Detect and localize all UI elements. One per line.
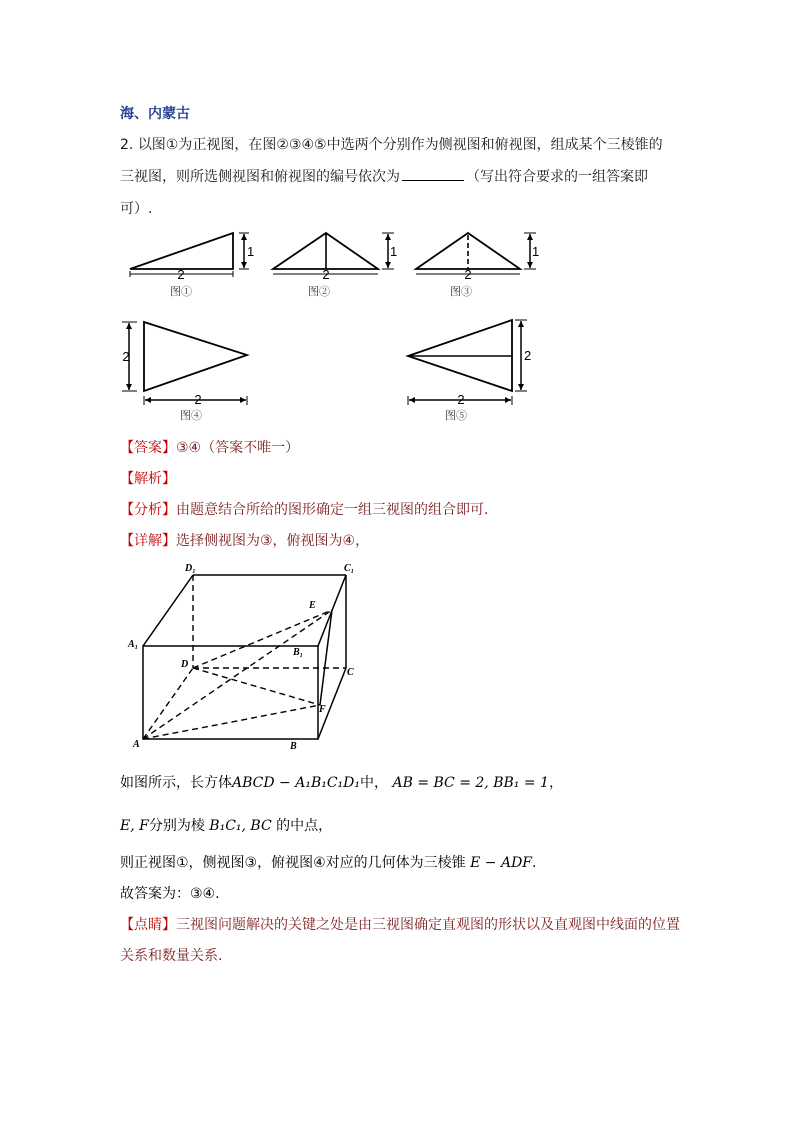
- question-text-2a: 三视图，则所选侧视图和俯视图的编号依次为: [120, 169, 400, 185]
- label-D1: D₁: [185, 563, 196, 574]
- three-view-figures-row2: [115, 315, 535, 427]
- caption-fig2: 图②: [308, 286, 330, 298]
- cuboid-dimensions: AB = BC = 2, BB₁ = 1: [392, 775, 549, 791]
- section-heading: 海、内蒙古: [120, 106, 190, 122]
- three-view-figures-row1: [120, 225, 550, 305]
- analysis-tag: 【解析】: [120, 471, 176, 487]
- fenxi-tag: 【分析】: [120, 502, 176, 518]
- analysis-line: [120, 468, 176, 488]
- caption-fig3: 图③: [450, 286, 472, 298]
- label-E: E: [309, 600, 316, 611]
- svg-text:2: 2: [524, 348, 532, 363]
- question-text-1: 以图①为正视图，在图②③④⑤中选两个分别作为侧视图和俯视图，组成某个三棱锥的: [137, 137, 663, 153]
- pyramid-name: E − ADF: [470, 855, 533, 871]
- svg-text:1: 1: [390, 244, 398, 259]
- svg-text:2: 2: [194, 392, 202, 407]
- caption-fig1: 图①: [170, 286, 192, 298]
- label-A1: A₁: [128, 639, 139, 650]
- fenxi-text: 由题意结合所给的图形确定一组三视图的组合即可.: [176, 502, 489, 518]
- label-C1: C₁: [344, 563, 355, 574]
- solution-line-4: 故答案为：③④.: [120, 886, 220, 902]
- detail-text: 选择侧视图为③，俯视图为④，: [176, 533, 370, 549]
- solution-line-3: 则正视图①，侧视图③，俯视图④对应的几何体为三棱锥 E − ADF.: [120, 855, 537, 871]
- label-B: B: [290, 741, 297, 752]
- detail-tag: 【详解】: [120, 533, 176, 549]
- fig1-dim-1: 1: [247, 244, 255, 259]
- question-line-3: 可）.: [120, 201, 153, 217]
- question-text-2b: （写出符合要求的一组答案即: [466, 169, 648, 185]
- detail-line: [120, 530, 369, 550]
- question-number: 2.: [120, 137, 134, 153]
- fenxi-line: [120, 499, 488, 519]
- figure-5: [408, 320, 531, 422]
- answer-line: [120, 437, 299, 457]
- question-line-1: [120, 134, 663, 154]
- comment-tag: 【点睛】: [120, 917, 176, 933]
- cuboid-name: ABCD − A₁B₁C₁D₁: [232, 775, 361, 791]
- svg-text:2: 2: [122, 349, 130, 364]
- figure-2: [273, 233, 397, 298]
- caption-fig5: 图⑤: [445, 410, 467, 422]
- cuboid-diagram: [125, 560, 365, 752]
- figure-1: [130, 233, 254, 298]
- answer-text: ③④（答案不唯一）: [176, 440, 300, 456]
- figure-4: [122, 322, 247, 422]
- answer-tag: 【答案】: [120, 440, 176, 456]
- label-B1: B₁: [293, 647, 304, 658]
- svg-text:2: 2: [322, 267, 330, 282]
- question-line-2: [120, 166, 648, 186]
- label-C: C: [347, 667, 354, 678]
- caption-fig4: 图④: [180, 410, 202, 422]
- svg-text:1: 1: [532, 244, 540, 259]
- label-D: D: [181, 659, 189, 670]
- label-F: F: [319, 704, 326, 715]
- comment-line-2: 关系和数量关系.: [120, 948, 223, 964]
- svg-text:2: 2: [464, 267, 472, 282]
- solution-line-2: E, F分别为棱 B₁C₁, BC 的中点，: [120, 818, 333, 834]
- answer-blank: [402, 166, 464, 181]
- fig1-dim-2: 2: [177, 267, 185, 282]
- comment-line-1: 【点睛】三视图问题解决的关键之处是由三视图确定直观图的形状以及直观图中线面的位置: [120, 917, 680, 933]
- solution-line-1: 如图所示，长方体ABCD − A₁B₁C₁D₁中， AB = BC = 2, BB₁ = 1，: [120, 775, 563, 791]
- figure-3: [416, 233, 539, 298]
- svg-text:2: 2: [457, 392, 465, 407]
- label-A: A: [133, 739, 140, 750]
